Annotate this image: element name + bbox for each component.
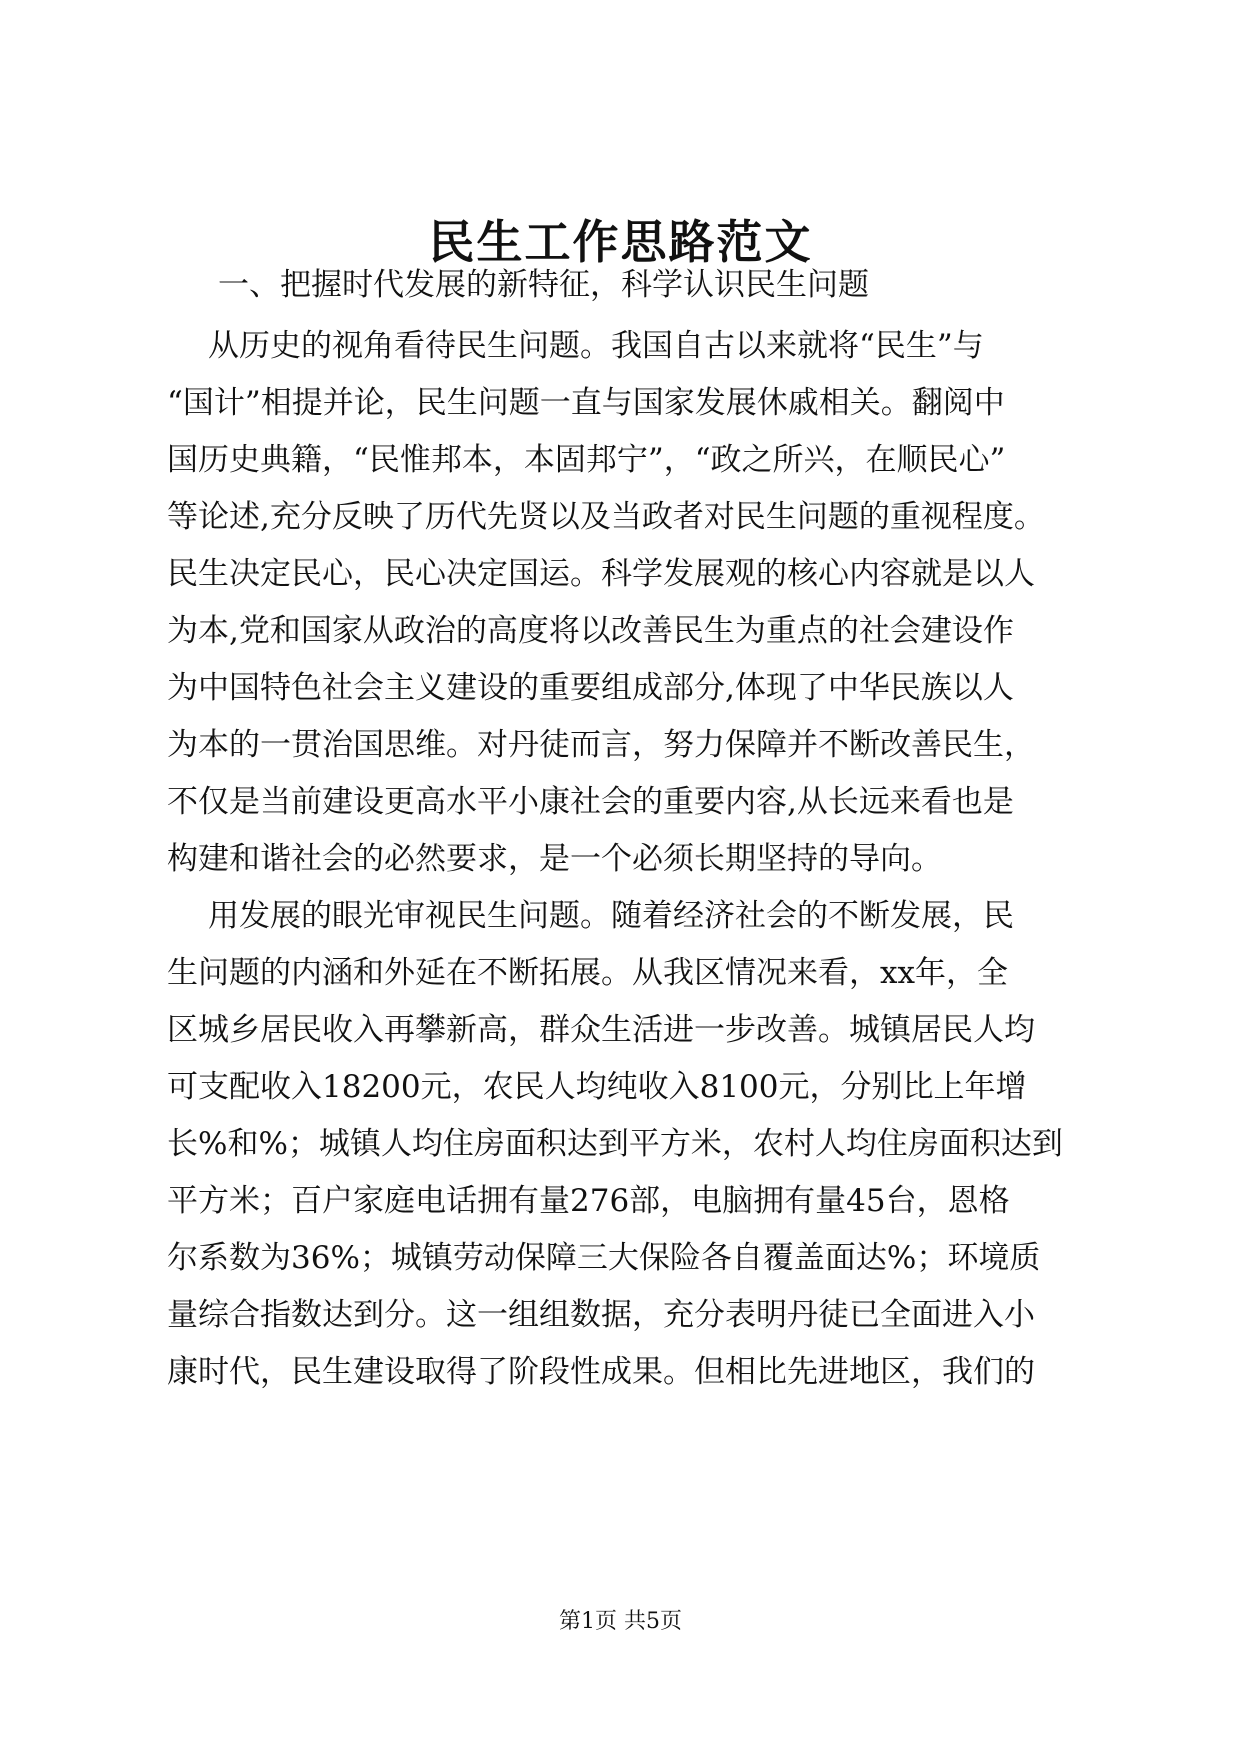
paragraph-line: 平方米；百户家庭电话拥有量276部，电脑拥有量45台，恩格 <box>167 1183 1010 1219</box>
paragraph-line: 为本,党和国家从政治的高度将以改善民生为重点的社会建设作 <box>167 613 1014 649</box>
paragraph-line: “国计”相提并论，民生问题一直与国家发展休戚相关。翻阅中 <box>167 385 1005 421</box>
section-heading: 一、把握时代发展的新特征，科学认识民生问题 <box>218 267 869 303</box>
paragraph-line: 尔系数为36%；城镇劳动保障三大保险各自覆盖面达%；环境质 <box>167 1240 1041 1276</box>
paragraph-line: 民生决定民心，民心决定国运。科学发展观的核心内容就是以人 <box>167 556 1035 592</box>
paragraph-line: 为本的一贯治国思维。对丹徒而言，努力保障并不断改善民生， <box>167 727 1035 763</box>
document-title: 民生工作思路范文 <box>428 215 813 269</box>
paragraph-line: 构建和谐社会的必然要求，是一个必须长期坚持的导向。 <box>167 841 942 877</box>
paragraph-line: 长%和%；城镇人均住房面积达到平方米，农村人均住房面积达到 <box>167 1126 1063 1162</box>
paragraph-line: 等论述,充分反映了历代先贤以及当政者对民生问题的重视程度。 <box>167 499 1045 535</box>
paragraph-line: 用发展的眼光审视民生问题。随着经济社会的不断发展，民 <box>208 898 1014 934</box>
paragraph-line: 从历史的视角看待民生问题。我国自古以来就将“民生”与 <box>208 328 984 364</box>
paragraph-line: 区城乡居民收入再攀新高，群众生活进一步改善。城镇居民人均 <box>167 1012 1035 1048</box>
page-footer: 第1页 共5页 <box>559 1609 682 1634</box>
paragraph-line: 生问题的内涵和外延在不断拓展。从我区情况来看，xx年，全 <box>167 955 1008 991</box>
paragraph-line: 为中国特色社会主义建设的重要组成部分,体现了中华民族以人 <box>167 670 1014 706</box>
paragraph-line: 量综合指数达到分。这一组组数据，充分表明丹徒已全面进入小 <box>167 1297 1035 1333</box>
paragraph-line: 康时代，民生建设取得了阶段性成果。但相比先进地区，我们的 <box>167 1354 1035 1390</box>
paragraph-line: 国历史典籍，“民惟邦本，本固邦宁”，“政之所兴，在顺民心” <box>167 442 1006 478</box>
paragraph-line: 不仅是当前建设更高水平小康社会的重要内容,从长远来看也是 <box>167 784 1014 820</box>
paragraph-line: 可支配收入18200元，农民人均纯收入8100元，分别比上年增 <box>167 1069 1027 1105</box>
